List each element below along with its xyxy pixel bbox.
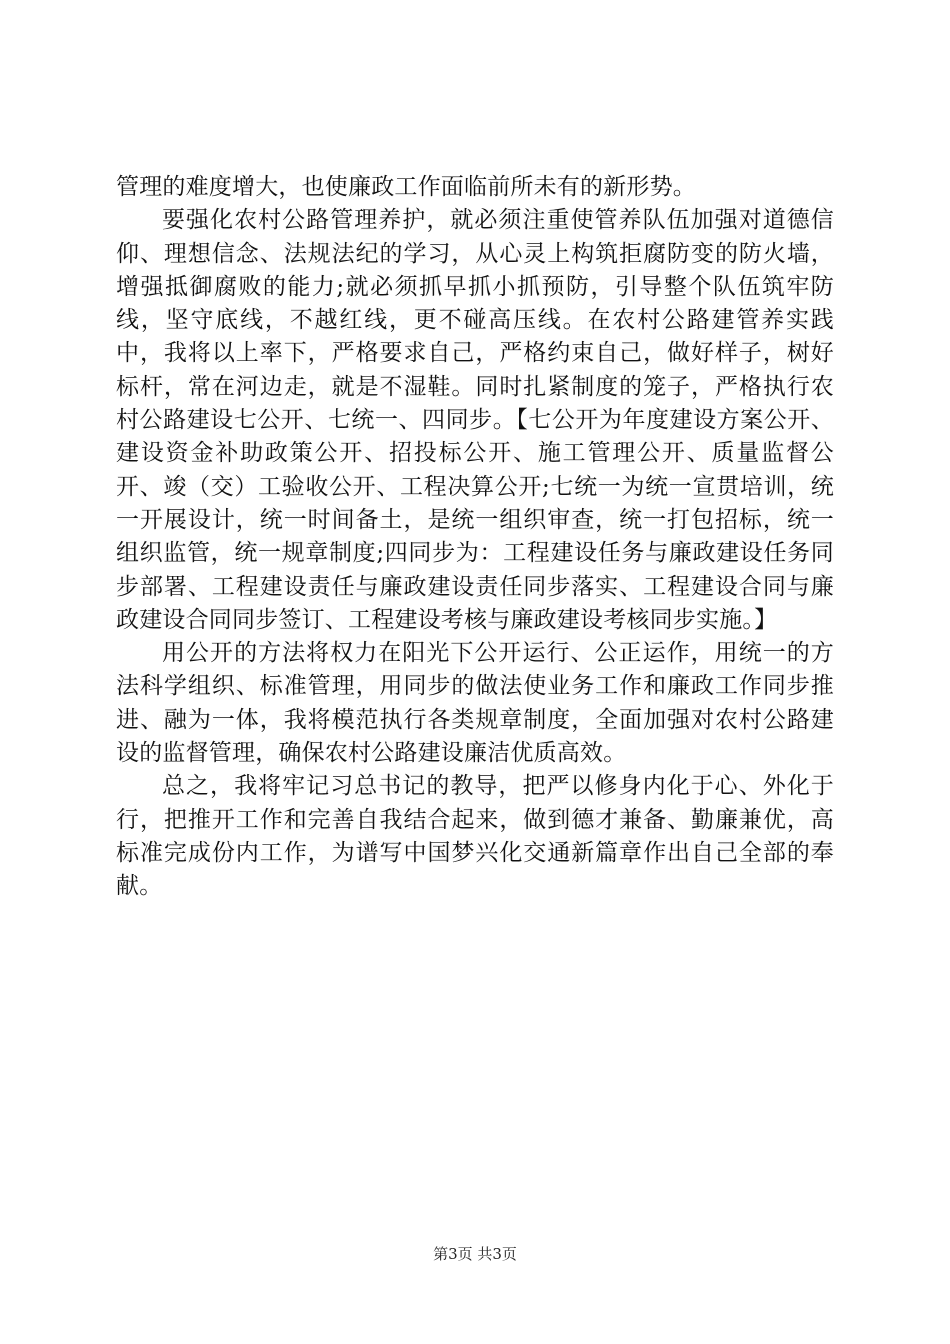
document-body [116, 171, 834, 904]
paragraph-conclusion: 总之，我将牢记习总书记的教导，把严以修身内化于心、外化于行，把推开工作和完善自我结合起来，做到德才兼备、勤廉兼优，高标准完成份内工作，为谱写中国梦兴化交通新篇章作出自己全部的奉献。 [116, 773, 834, 900]
paragraph-openness-method: 用公开的方法将权力在阳光下公开运行、公正运作，用统一的方法科学组织、标准管理，用同步的做法使业务工作和廉政工作同步推进、融为一体，我将模范执行各类规章制度，全面加强对农村公路建设的监督管理，确保农村公路建设廉洁优质高效。 [116, 640, 834, 767]
paragraph-road-maintenance: 要强化农村公路管理养护，就必须注重使管养队伍加强对道德信仰、理想信念、法规法纪的学习，从心灵上构筑拒腐防变的防火墙，增强抵御腐败的能力;就必须抓早抓小抓预防，引导整个队伍筑牢防线，坚守底线，不越红线，更不碰高压线。在农村公路建管养实践中，我将以上率下，严格要求自己，严格约束自己，做好样子，树好标杆，常在河边走，就是不湿鞋。同时扎紧制度的笼子，严格执行农村公路建设七公开、七统一、四同步。【七公开为年度建设方案公开、建设资金补助政策公开、招投标公开、施工管理公开、质量监督公开、竣（交）工验收公开、工程决算公开;七统一为统一宣贯培训，统一开展设计，统一时间备土，是统一组织审查，统一打包招标，统一组织监管，统一规章制度;四同步为：工程建设任务与廉政建设任务同步部署、工程建设责任与廉政建设责任同步落实、工程建设合同与廉政建设合同同步签订、工程建设考核与廉政建设考核同步实施。】 [116, 207, 834, 633]
paragraph-continuation: 管理的难度增大，也使廉政工作面临前所未有的新形势。 [116, 174, 696, 200]
page-number-footer: 第3页 共3页 [433, 1245, 517, 1263]
